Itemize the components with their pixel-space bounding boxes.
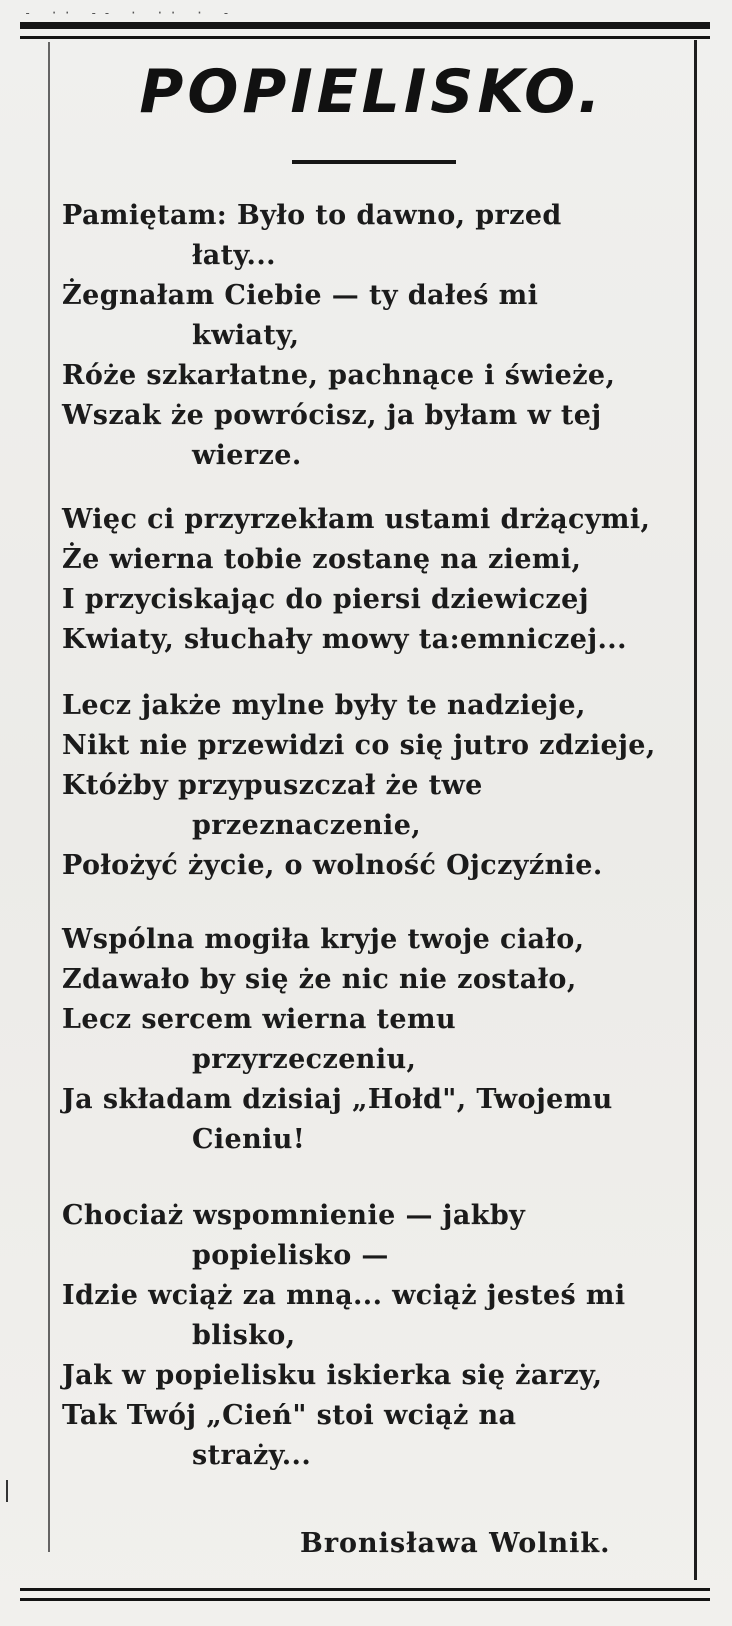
title-underline (292, 160, 456, 164)
poem-line-continuation: straży... (192, 1440, 312, 1471)
poem-line-continuation: przeznaczenie, (192, 810, 422, 841)
poem-line: Wspólna mogiła kryje twoje ciało, (62, 924, 585, 955)
poem-line: Tak Twój „Cień" stoi wciąż na (62, 1400, 517, 1431)
top-border-thick (20, 22, 710, 29)
poem-line: Róże szkarłatne, pachnące i świeże, (62, 360, 616, 391)
top-border-thin (20, 36, 710, 39)
poem-line: Że wierna tobie zostanę na ziemi, (62, 544, 582, 575)
poem-line-continuation: kwiaty, (192, 320, 300, 351)
poem-line: Idzie wciąż za mną... wciąż jesteś mi (62, 1280, 626, 1311)
bottom-border-2 (20, 1598, 710, 1601)
poem-line: Lecz jakże mylne były te nadzieje, (62, 690, 586, 721)
poem-line: Zdawało by się że nic nie zostało, (62, 964, 577, 995)
bottom-border-1 (20, 1588, 710, 1591)
poem-line-continuation: blisko, (192, 1320, 296, 1351)
margin-mark (6, 1480, 8, 1502)
poem-line-continuation: wierze. (192, 440, 302, 471)
poem-line: Żegnałam Ciebie — ty dałeś mi (62, 280, 539, 311)
poem-line: Któżby przypuszczał że twe (62, 770, 483, 801)
poem-title: POPIELISKO. (139, 57, 605, 127)
poem-line: Chociaż wspomnienie — jakby (62, 1200, 526, 1231)
poem-line: Pamiętam: Było to dawno, przed (62, 200, 562, 231)
poem-line-continuation: popielisko — (192, 1240, 389, 1271)
poem-line: Ja składam dzisiaj „Hołd", Twojemu (62, 1084, 613, 1115)
right-column-rule (694, 40, 697, 1580)
poem-line-continuation: Cieniu! (192, 1124, 306, 1155)
poem-line: Położyć życie, o wolność Ojczyźnie. (62, 850, 603, 881)
print-specks: - ·· -- · ·· · - (24, 6, 236, 20)
poem-line: Kwiaty, słuchały mowy ta:emniczej... (62, 624, 627, 655)
poem-line-continuation: łaty... (192, 240, 276, 271)
poem-line: Lecz sercem wierna temu (62, 1004, 457, 1035)
poem-line: Nikt nie przewidzi co się jutro zdzieje, (62, 730, 656, 761)
poem-line: Więc ci przyrzekłam ustami drżącymi, (62, 504, 651, 535)
author-signature: Bronisława Wolnik. (300, 1528, 611, 1559)
poem-line: Wszak że powrócisz, ja byłam w tej (62, 400, 602, 431)
poem-line-continuation: przyrzeczeniu, (192, 1044, 417, 1075)
left-column-rule (48, 42, 50, 1552)
poem-line: Jak w popielisku iskierka się żarzy, (62, 1360, 603, 1391)
poem-line: I przyciskając do piersi dziewiczej (62, 584, 589, 615)
